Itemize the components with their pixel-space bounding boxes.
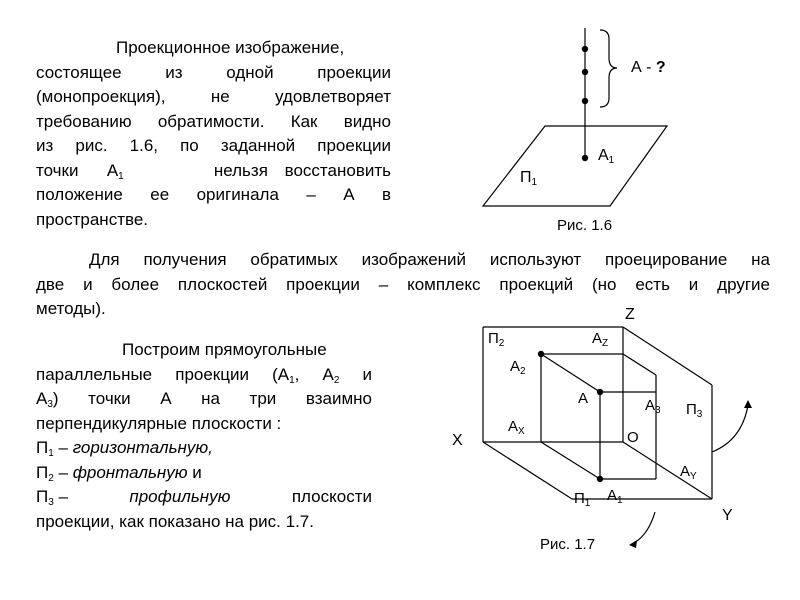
label-a2-text: А <box>510 358 521 375</box>
caption-fig-1-7: Рис. 1.7 <box>540 536 596 553</box>
label-ay-text: А <box>680 463 691 480</box>
p3-text-7c: плоскости <box>291 487 372 506</box>
p2-text-3: методы). <box>36 299 106 318</box>
p1-text-8: пространстве. <box>36 209 149 229</box>
p2-text-2: две и более плоскостей проекции – комплекс проекций (но есть и другие <box>36 274 770 294</box>
label-a3 <box>645 398 661 414</box>
label-p2-sub: 2 <box>498 338 505 349</box>
brace-label-text: А - <box>631 59 656 76</box>
caption-fig-1-6: Рис. 1.6 <box>557 217 613 234</box>
p3-text-5b: – <box>53 438 73 457</box>
label-p1-fig16-text: П <box>520 169 532 186</box>
p3-sub-6: 2 <box>48 472 54 484</box>
p3-text-3a: А <box>36 389 48 408</box>
p3-text-7i: профильную <box>129 487 231 506</box>
fig17-top-back <box>623 327 712 385</box>
label-p1-fig17-sub: 1 <box>584 498 591 509</box>
p1-text-7: положение ее оригинала – А в <box>36 185 391 204</box>
p3-sub-5: 1 <box>48 448 54 459</box>
fig17-point-a <box>597 389 603 395</box>
p3-text-5a: П <box>36 438 49 457</box>
point-label-a: A <box>578 390 589 407</box>
label-a2-sub: 2 <box>520 366 526 377</box>
p3-sub-7: 3 <box>48 497 54 508</box>
label-az-text: А <box>592 330 603 347</box>
p3-sub-2b: 2 <box>333 374 340 386</box>
p3-text-3b: ) точки А на три взаимно <box>52 389 372 408</box>
axis-label-z: Z <box>625 306 635 323</box>
p3-text-2b: , А <box>294 364 334 384</box>
p3-text-2a: параллельные проекции (А <box>36 364 290 384</box>
label-a1-fig16-text: А <box>598 147 609 164</box>
p3-text-7a: П <box>36 487 49 506</box>
p3-text-2c: и <box>339 364 372 384</box>
label-p1-fig17 <box>574 491 590 507</box>
p3-text-6i: фронтальную <box>72 462 188 482</box>
label-ax-sub: X <box>518 426 525 437</box>
fig17-a2-a <box>541 354 600 392</box>
fig17-az-a3 <box>623 354 656 375</box>
label-ax-text: А <box>508 418 519 435</box>
label-p2-text: П <box>488 330 499 347</box>
label-a3-sub: 3 <box>655 405 661 416</box>
p3-text-8: проекции, как показано на рис. 1.7. <box>36 511 314 531</box>
label-a1-fig17 <box>607 488 623 504</box>
p1-text-3: (монопроекция), не удовлетворяет <box>36 87 391 106</box>
p3-text-6a: П <box>36 462 49 482</box>
p3-text-1: Построим прямоугольные <box>122 340 327 359</box>
axis-label-y: Y <box>722 507 733 524</box>
p1-point-sub: 1 <box>118 170 124 182</box>
axis-label-x: X <box>452 432 463 449</box>
label-ax <box>508 419 525 435</box>
fig17-left-bottom-edge <box>483 442 572 499</box>
p3-sub-3: 3 <box>47 399 53 410</box>
p3-text-5i: горизонтальную, <box>72 438 213 457</box>
p1-text-6b: нельзя восстановить <box>213 160 391 180</box>
p3-text-7b: – <box>53 487 68 506</box>
label-a1-fig16-sub: 1 <box>608 155 615 166</box>
arrowhead-p3 <box>744 400 752 408</box>
label-az-sub: Z <box>602 338 609 349</box>
label-p2 <box>488 331 504 347</box>
label-p3-text: П <box>686 401 697 418</box>
label-a1-fig17-text: А <box>607 487 618 504</box>
arrowhead-p1 <box>629 540 637 548</box>
p1-text-5: из рис. 1.6, по заданной проекции <box>36 136 391 155</box>
fig17-point-a2 <box>538 351 544 357</box>
label-a3-text: А <box>645 397 656 414</box>
fig17-point-a1 <box>597 476 603 482</box>
p2-text-1: Для получения обратимых изображений используют проецирование на <box>89 250 770 269</box>
label-p3 <box>686 402 702 418</box>
fig17-ax-a1 <box>541 442 600 479</box>
label-p1-fig17-text: П <box>574 490 585 507</box>
label-ay-sub: Y <box>690 471 697 482</box>
label-a1-fig17-sub: 1 <box>617 495 623 506</box>
origin-label-o: O <box>627 429 639 446</box>
rotation-arrow-p3 <box>712 405 748 452</box>
label-p1-fig16-sub: 1 <box>531 177 538 188</box>
p1-text-1: Проекционное изображение, <box>116 38 345 57</box>
label-az <box>592 331 608 347</box>
p3-text-6c: и <box>187 462 202 482</box>
p3-text-6b: – <box>53 462 73 482</box>
fig17-y-axis <box>623 442 712 499</box>
p1-text-2: состоящее из одной проекции <box>36 62 391 82</box>
label-a2 <box>510 359 526 375</box>
label-ay <box>680 464 697 480</box>
p1-text-6a: точки $А_1$ <box>36 160 124 182</box>
rotation-arrow-p1 <box>632 512 655 544</box>
brace-question: ? <box>655 59 666 76</box>
p1-text-4: требованию обратимости. Как видно <box>36 111 391 131</box>
p3-sub-2a: 1 <box>289 374 295 386</box>
label-p3-sub: 3 <box>696 409 703 420</box>
p3-text-4: перпендикулярные плоскости : <box>36 413 282 433</box>
